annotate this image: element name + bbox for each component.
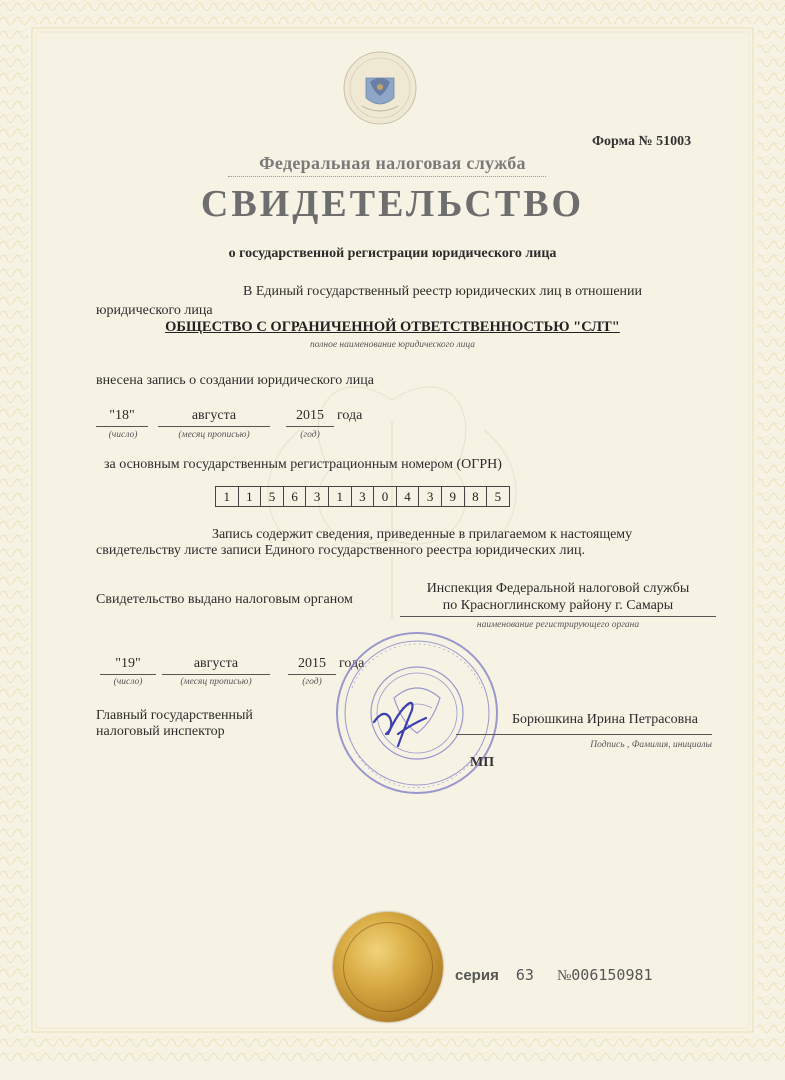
ogrn-digit: 5 [494,489,502,504]
issue-year-word: года [339,656,365,671]
issue-month-caption: (месяц прописью) [180,677,252,687]
inspector-name: Борюшкина Ирина Петрасовна [512,712,698,727]
document-title: СВИДЕТЕЛЬСТВО [200,183,585,225]
issue-day-caption: (число) [113,677,143,687]
contains-line-2: свидетельству листе записи Единого государственного реестра юридических лиц. [96,543,585,558]
record-month: августа [191,408,237,423]
record-year-line [286,426,334,427]
intro-line-1: В Единый государственный реестр юридических лиц в отношении [243,284,643,299]
authority-name: Федеральная налоговая служба [259,153,526,173]
series-value: 63 [515,966,534,984]
issue-month-line [162,674,270,675]
issue-year-line [288,674,336,675]
issue-year-caption: (год) [302,677,322,687]
record-month-caption: (месяц прописью) [178,430,250,440]
issued-org-line-2: по Красноглинскому району г. Самары [442,598,674,613]
signature [368,694,438,754]
company-caption: полное наименование юридического лица [309,340,476,350]
record-month-line [158,426,270,427]
inspector-title-line-2: налоговый инспектор [96,724,225,739]
ogrn-digit: 6 [284,487,307,506]
issue-year: 2015 [298,656,326,671]
issue-day: "19" [115,656,141,671]
ogrn-digit: 4 [397,487,420,506]
ogrn-digit: 3 [419,487,442,506]
number-value: 006150981 [571,966,653,984]
ogrn-digit: 1 [329,487,352,506]
coat-of-arms-emblem [340,48,420,128]
ogrn-digit: 3 [352,487,375,506]
ogrn-label: за основным государственным регистрационным номером (ОГРН) [104,457,502,472]
record-year-word: года [337,408,363,423]
record-year-caption: (год) [300,430,320,440]
intro-line-2: юридического лица [96,303,213,318]
ogrn-number-boxes [215,486,510,507]
document-subtitle: о государственной регистрации юридического лица [228,246,557,261]
series-label: серия [455,967,499,984]
ogrn-digit: 3 [306,487,329,506]
ogrn-digit: 1 [239,487,262,506]
mp-label: МП [470,755,495,770]
issued-label: Свидетельство выдано налоговым органом [96,592,353,607]
ogrn-digit: 1 [216,487,239,506]
inspector-title-line-1: Главный государственный [96,708,253,723]
record-day-caption: (число) [108,430,138,440]
signature-caption: Подпись , Фамилия, инициалы [590,740,712,750]
record-day: "18" [109,408,135,423]
issued-org-caption: наименование регистрирующего органа [476,620,640,630]
issued-org-line-1: Инспекция Федеральной налоговой службы [426,581,690,596]
ogrn-digit: 5 [261,487,284,506]
ogrn-digit: 9 [442,487,465,506]
issue-month: августа [193,656,239,671]
gold-hologram-seal [333,912,443,1022]
issued-org-line [400,616,716,617]
record-text: внесена запись о создании юридического лица [96,373,374,388]
ogrn-digit: 0 [374,487,397,506]
number-sign: № [556,968,572,984]
signature-line [456,734,712,735]
form-number: Форма № 51003 [592,134,692,149]
authority-dotted-divider [228,176,546,177]
issue-day-line [100,674,156,675]
company-name: ОБЩЕСТВО С ОГРАНИЧЕННОЙ ОТВЕТСТВЕННОСТЬЮ "СЛТ" [165,319,620,335]
record-day-line [96,426,148,427]
ogrn-digit: 8 [465,487,488,506]
record-year: 2015 [296,408,324,423]
contains-line-1: Запись содержит сведения, приведенные в прилагаемом к настоящему [212,527,633,542]
series-number [455,966,653,985]
